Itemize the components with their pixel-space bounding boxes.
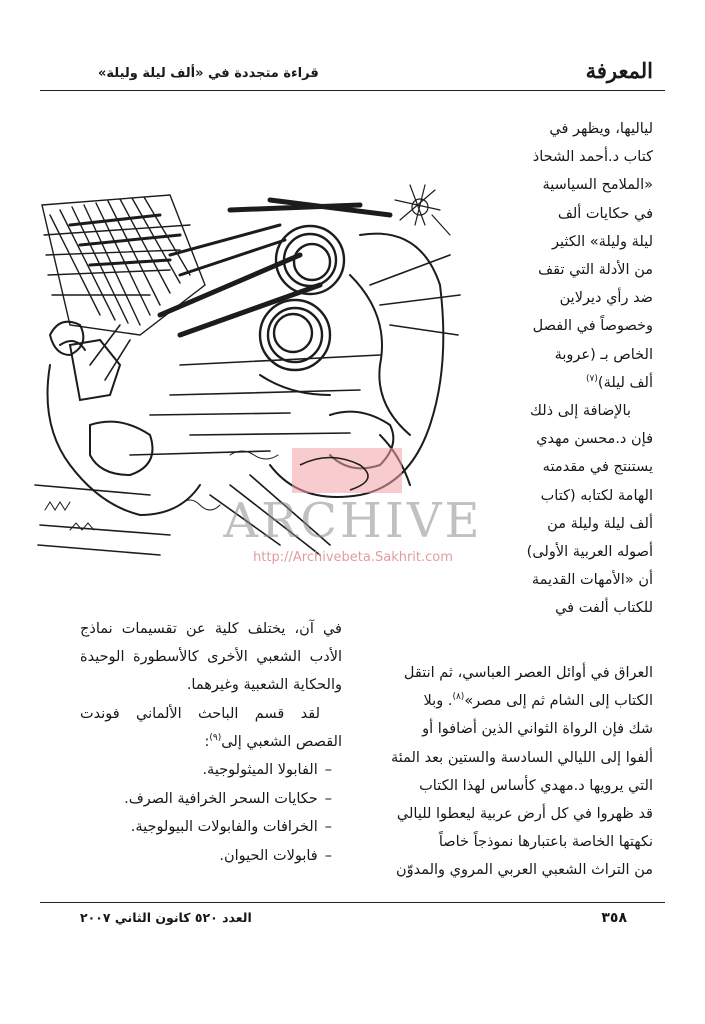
text-line: نكهتها الخاصة باعتبارها نموذجاً خاصاً bbox=[438, 834, 653, 851]
text-line: العراق في أوائل العصر العباسي، ثم انتقل bbox=[403, 665, 653, 681]
paragraph: لقد قسم الباحث الألماني فوندت القصص الشعبي إلى$^{(٩)}$: bbox=[80, 705, 342, 750]
classification-list bbox=[80, 756, 342, 870]
text-span: الكتاب إلى الشام ثم إلى مصر» bbox=[464, 693, 653, 710]
magazine-logo: المعرفة bbox=[585, 58, 653, 83]
list-item bbox=[80, 756, 332, 785]
list-item-text: حكايات السحر الخرافية الصرف. bbox=[124, 790, 318, 807]
text-line: يستنتج في مقدمته bbox=[542, 459, 653, 476]
text-span: لقد قسم الباحث الألماني فوندت القصص الشعبي إلى bbox=[80, 705, 342, 750]
footnote-ref-9: (٩) bbox=[209, 732, 222, 743]
text-line: وخصوصاً في الفصل bbox=[532, 318, 653, 335]
footer-divider bbox=[40, 902, 665, 903]
issue-info: العدد ٥٢٠ كانون الثاني ٢٠٠٧ bbox=[80, 910, 252, 925]
footnote-ref-8: (٨) bbox=[452, 692, 465, 703]
watermark-url: http://Archivebeta.Sakhrit.com bbox=[253, 550, 453, 565]
text-span: . وبلا bbox=[423, 693, 453, 710]
text-line: التي يرويها د.مهدي كأساس لهذا الكتاب bbox=[419, 777, 653, 794]
text-line: ليلة وليلة» الكثير bbox=[551, 233, 653, 250]
abstract-sketch-illustration bbox=[30, 165, 462, 567]
list-dash: – bbox=[324, 790, 332, 807]
list-dash: – bbox=[324, 847, 332, 864]
text-span: ألف ليلة) bbox=[597, 374, 653, 391]
text-line: فإن د.محسن مهدي bbox=[536, 431, 653, 448]
list-dash: – bbox=[324, 762, 332, 779]
text-line: الخاص بـ (عروبة bbox=[554, 346, 653, 363]
text-line: أصوله العربية الأولى) bbox=[526, 544, 653, 561]
text-line bbox=[367, 687, 653, 715]
text-line: الهامة لكتابه (كتاب bbox=[540, 487, 653, 504]
text-line: للكتاب ألفت في bbox=[555, 600, 653, 617]
text-line: قد ظهروا في كل أرض عربية ليعطوا لليالي bbox=[396, 806, 653, 823]
header-divider bbox=[40, 90, 665, 91]
text-line: لياليها، ويظهر في bbox=[549, 121, 653, 137]
footnote-ref-7: (٧) bbox=[586, 374, 598, 384]
list-item bbox=[80, 813, 332, 842]
text-line: ضد رأي ديرلاين bbox=[559, 290, 653, 307]
text-line: من التراث الشعبي العربي المروي والمدوّن bbox=[395, 862, 653, 879]
text-line: أن «الأمهات القديمة bbox=[531, 572, 653, 589]
text-line: شك فإن الرواة الثواني الذين أضافوا أو bbox=[422, 721, 653, 738]
right-column-upper bbox=[505, 115, 653, 623]
text-line: ألف ليلة وليلة من bbox=[547, 515, 653, 532]
list-item bbox=[80, 785, 332, 814]
text-line: ألفوا إلى الليالي السادسة والستين بعد المئة bbox=[390, 749, 653, 766]
watermark-title: ARCHIVE bbox=[223, 493, 483, 549]
left-column bbox=[80, 615, 342, 870]
text-line: في حكايات ألف bbox=[557, 205, 653, 222]
list-item-text: الفابولا الميثولوجية. bbox=[202, 762, 318, 779]
list-dash: – bbox=[324, 819, 332, 836]
page-number: ٣٥٨ bbox=[601, 910, 627, 926]
paragraph: في آن، يختلف كلية عن تقسيمات نماذج الأدب الشعبي الأخرى كالأسطورة الوحيدة والحكاية الشعبية وغيرهما. bbox=[80, 621, 342, 694]
list-item-text: فابولات الحيوان. bbox=[219, 847, 318, 864]
article-running-title: قراءة متجددة في «ألف ليلة وليلة» bbox=[98, 66, 319, 81]
right-column-lower bbox=[367, 659, 653, 885]
text-line: «الملامح السياسية bbox=[542, 177, 653, 194]
text-line bbox=[505, 369, 653, 397]
text-line: من الأدلة التي تقف bbox=[538, 262, 653, 279]
list-item bbox=[80, 842, 332, 871]
text-line: بالإضافة إلى ذلك bbox=[529, 403, 631, 420]
list-item-text: الخرافات والفابولات البيولوجية. bbox=[130, 819, 318, 836]
text-line: كتاب د.أحمد الشحاذ bbox=[532, 149, 653, 166]
